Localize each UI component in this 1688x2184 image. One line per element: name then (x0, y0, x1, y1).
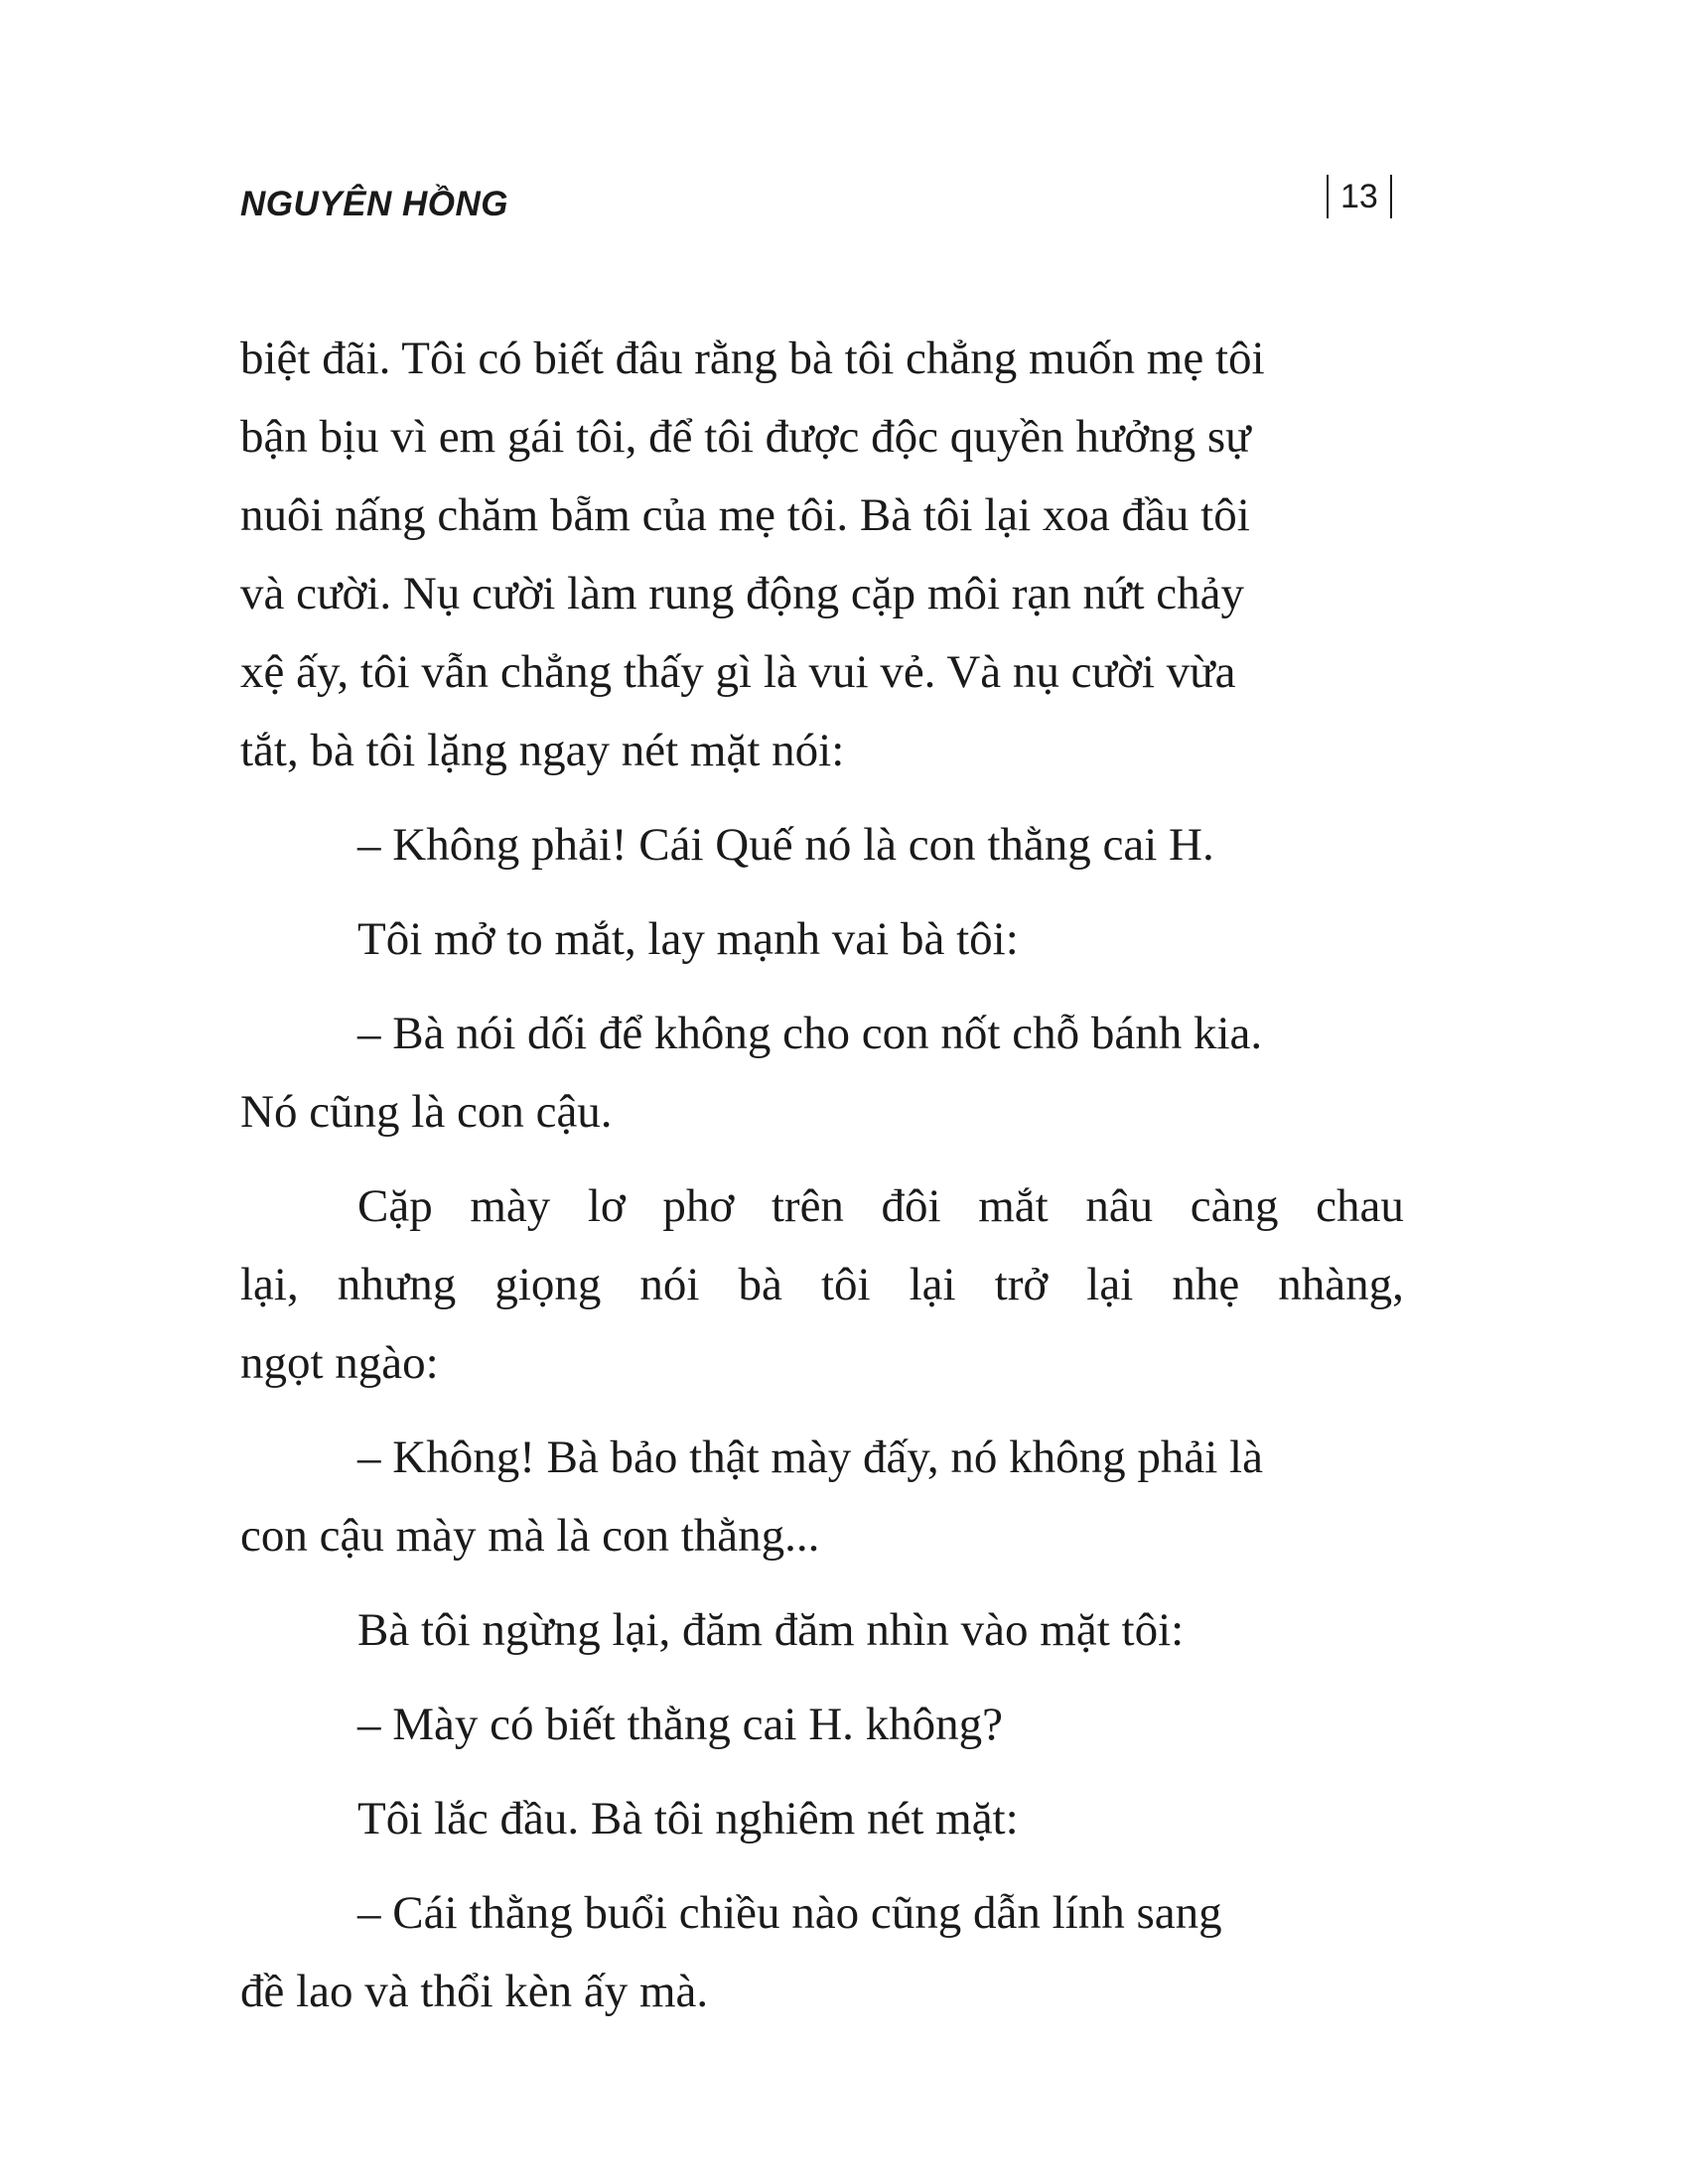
text-line: tắt, bà tôi lặng ngay nét mặt nói: (240, 725, 845, 776)
word: mày (470, 1180, 551, 1232)
paragraph-3: Tôi mở to mắt, lay mạnh vai bà tôi: (357, 913, 1019, 965)
word: càng (1190, 1180, 1279, 1232)
word: đôi (881, 1180, 941, 1232)
text-line: xệ ấy, tôi vẫn chẳng thấy gì là vui vẻ. Và nụ cười vừa (240, 646, 1236, 698)
text-line: Nó cũng là con cậu. (240, 1086, 613, 1138)
paragraph-5 (240, 1167, 1404, 1403)
text-line: biệt đãi. Tôi có biết đâu rằng bà tôi chẳng muốn mẹ tôi (240, 333, 1265, 384)
word: nhàng, (1278, 1259, 1404, 1310)
text-line-justified (240, 1167, 1404, 1246)
paragraph-gap (240, 1152, 1404, 1167)
word: lại (909, 1259, 956, 1310)
text-line: bận bịu vì em gái tôi, để tôi được độc quyền hưởng sự (240, 411, 1251, 463)
word: nhưng (337, 1259, 457, 1310)
word: nâu (1085, 1180, 1154, 1232)
body-text (240, 320, 1404, 2031)
word: Cặp (357, 1180, 433, 1232)
paragraph-10 (240, 1874, 1404, 2031)
word: bà (738, 1259, 782, 1310)
paragraph-gap (240, 979, 1404, 995)
word: phơ (662, 1180, 735, 1232)
paragraph-6 (240, 1419, 1404, 1575)
paragraph-2: – Không phải! Cái Quế nó là con thằng cai H. (357, 819, 1214, 871)
text-line: và cười. Nụ cười làm rung động cặp môi rạn nứt chảy (240, 568, 1245, 619)
page-number-value: 13 (1340, 177, 1378, 215)
text-line: – Cái thằng buổi chiều nào cũng dẫn lính sang (357, 1887, 1222, 1939)
paragraph-gap (240, 1403, 1404, 1419)
paragraph-gap (240, 790, 1404, 806)
page-number (1327, 175, 1392, 218)
word: giọng (494, 1259, 602, 1310)
word: nói (639, 1259, 700, 1310)
text-line: ngọt ngào: (240, 1337, 439, 1389)
folio-right-rule (1390, 175, 1392, 218)
text-line: con cậu mày mà là con thằng... (240, 1510, 820, 1562)
word: trở (994, 1259, 1049, 1310)
word: lại (1086, 1259, 1134, 1310)
paragraph-7: Bà tôi ngừng lại, đăm đăm nhìn vào mặt tôi: (357, 1604, 1185, 1656)
paragraph-gap (240, 1858, 1404, 1874)
paragraph-9: Tôi lắc đầu. Bà tôi nghiêm nét mặt: (357, 1793, 1019, 1844)
paragraph-4 (240, 995, 1404, 1152)
paragraph-8: – Mày có biết thằng cai H. không? (357, 1699, 1003, 1750)
word: tôi (820, 1259, 871, 1310)
text-line-justified (240, 1246, 1404, 1324)
word: chau (1316, 1180, 1404, 1232)
running-head-author: NGUYÊN HỒNG (240, 185, 508, 223)
word: lại, (240, 1259, 299, 1310)
text-line: – Không! Bà bảo thật mày đấy, nó không phải là (357, 1432, 1263, 1483)
word: trên (771, 1180, 844, 1232)
paragraph-gap (240, 1670, 1404, 1686)
paragraph-1 (240, 320, 1404, 790)
text-line: nuôi nấng chăm bẵm của mẹ tôi. Bà tôi lại xoa đầu tôi (240, 489, 1250, 541)
word: nhẹ (1172, 1259, 1240, 1310)
paragraph-gap (240, 1764, 1404, 1780)
paragraph-gap (240, 885, 1404, 900)
paragraph-gap (240, 1575, 1404, 1591)
text-line: – Bà nói dối để không cho con nốt chỗ bánh kia. (357, 1008, 1263, 1059)
word: mắt (978, 1180, 1049, 1232)
word: lơ (587, 1180, 626, 1232)
text-line: đề lao và thổi kèn ấy mà. (240, 1966, 709, 2017)
